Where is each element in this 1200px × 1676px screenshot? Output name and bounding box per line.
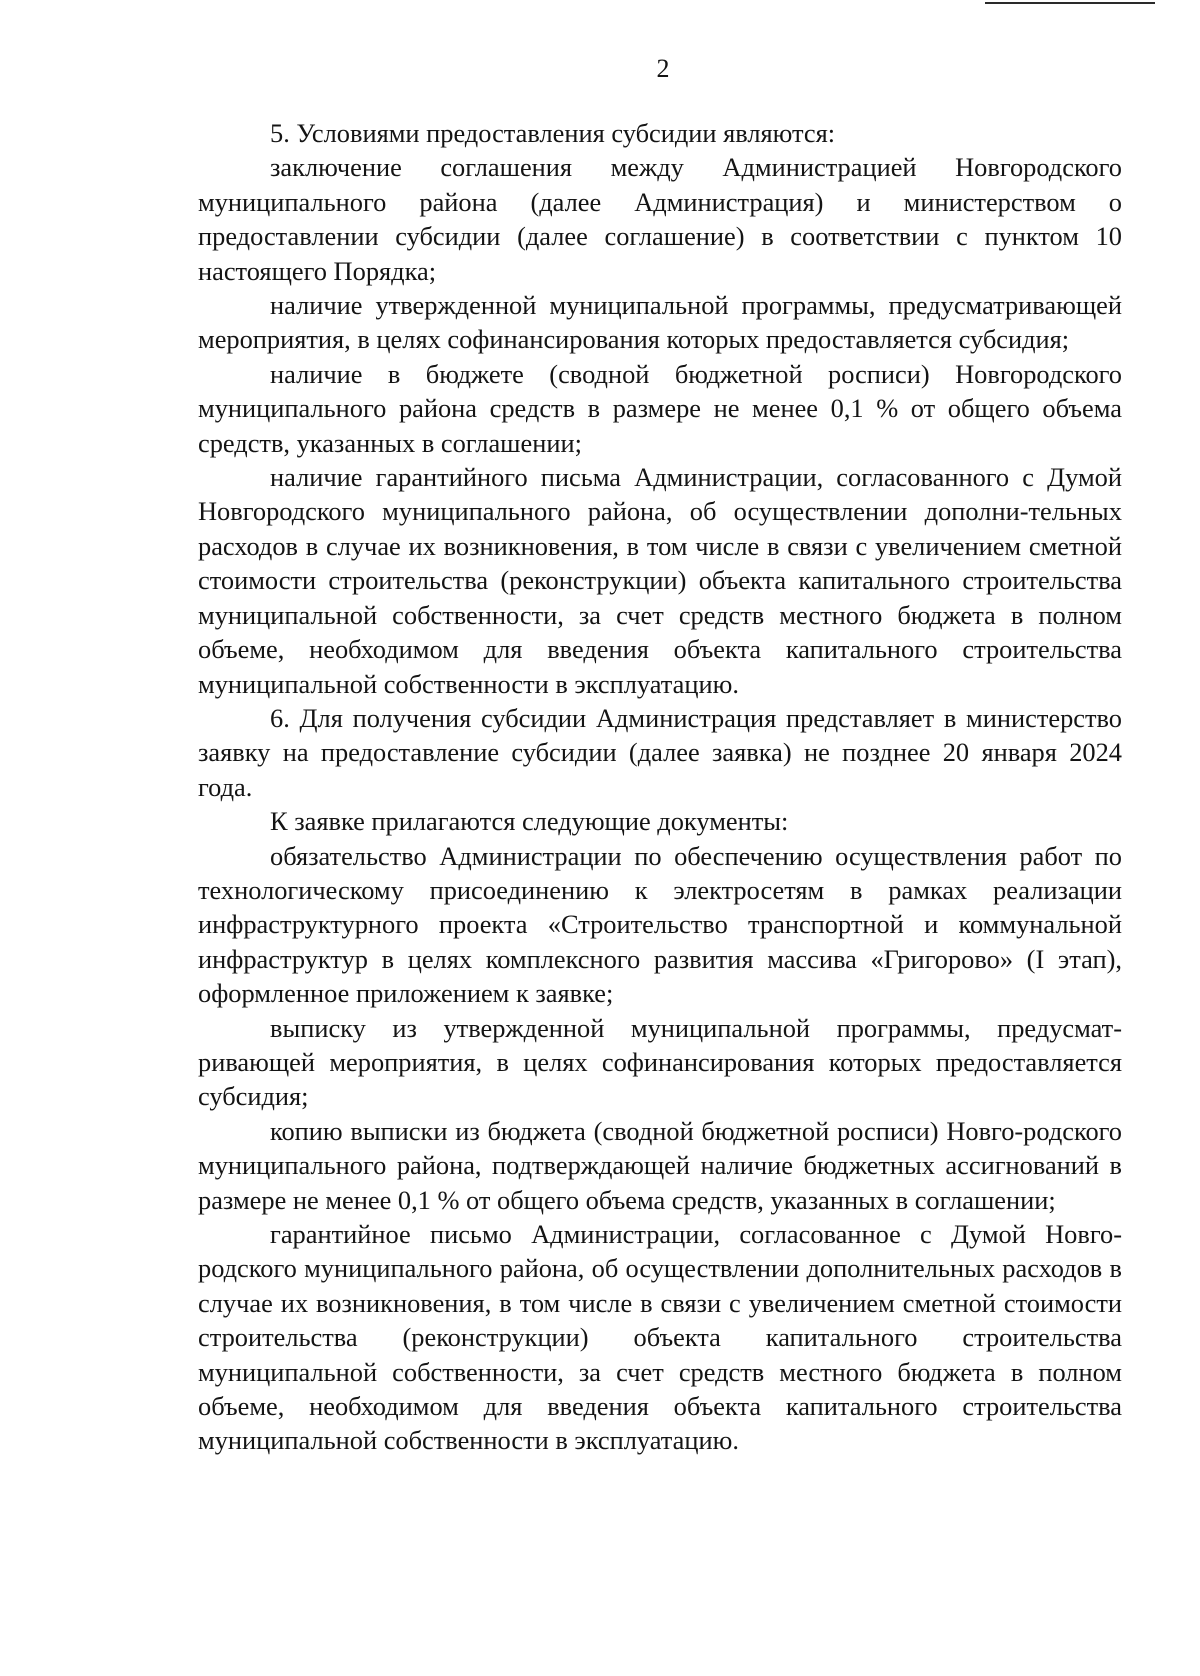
paragraph-documents-heading: К заявке прилагаются следующие документы: bbox=[270, 806, 789, 837]
page-number: 2 bbox=[656, 54, 670, 83]
paragraph-agreement: заключение соглашения между Администрацией Новгородского муниципального района (далее Администрация) и министерством о предоставлении субсидии (далее соглашение) в соответствии с пунктом 10 настоящего Порядка; bbox=[198, 152, 1122, 286]
paragraph-program: наличие утвержденной муниципальной программы, предусматривающей мероприятия, в целях софинансирования которых предоставляется субсидия; bbox=[198, 290, 1122, 355]
paragraph-guarantee-document: гарантийное письмо Администрации, согласованное с Думой Новго-родского муниципального района, об осуществлении дополнительных расходов в случае их возникновения, в том числе в связи с увеличением сметной стоимости строительства (реконструкции) объекта капитального строительства муниципальной собственности, за счет средств местного бюджета в полном объеме, необходимом для введения объекта капитального строительства муниципальной собственности в эксплуатацию. bbox=[198, 1219, 1122, 1456]
paragraph-guarantee-letter: наличие гарантийного письма Администрации, согласованного с Думой Новгородского муниципального района, об осуществлении дополни-тельных расходов в случае их возникновения, в том числе в связи с увеличением сметной стоимости строительства (реконструкции) объекта капитального строительства муниципальной собственности, за счет средств местного бюджета в полном объеме, необходимом для введения объекта капитального строительства муниципальной собственности в эксплуатацию. bbox=[198, 462, 1122, 699]
paragraph-program-extract: выписку из утвержденной муниципальной программы, предусмат-ривающей мероприятия, в целях софинансирования которых предоставляется субсидия; bbox=[198, 1012, 1122, 1112]
paragraph-budget: наличие в бюджете (сводной бюджетной росписи) Новгородского муниципального района средств в размере не менее 0,1 % от общего объема средств, указанных в соглашении; bbox=[198, 358, 1122, 458]
paragraph-conditions-heading: 5. Условиями предоставления субсидии являются: bbox=[270, 118, 836, 148]
paragraph-obligation: обязательство Администрации по обеспечению осуществления работ по технологическому присоединению к электросетям в рамках реализации инфраструктурного проекта «Строительство транспортной и коммунальной инфраструктур в целях комплексного развития массива «Григорово» (I этап), оформленное приложением к заявке; bbox=[198, 840, 1122, 1009]
paragraph-budget-extract: копию выписки из бюджета (сводной бюджетной росписи) Новго-родского муниципального района, подтверждающей наличие бюджетных ассигнований в размере не менее 0,1 % от общего объема средств, указанных в соглашении; bbox=[198, 1115, 1122, 1215]
header-rule bbox=[985, 2, 1155, 4]
document-body bbox=[198, 116, 1122, 1458]
paragraph-application: 6. Для получения субсидии Администрация представляет в министерство заявку на предоставление субсидии (далее заявка) не позднее 20 января 2024 года. bbox=[198, 702, 1122, 802]
